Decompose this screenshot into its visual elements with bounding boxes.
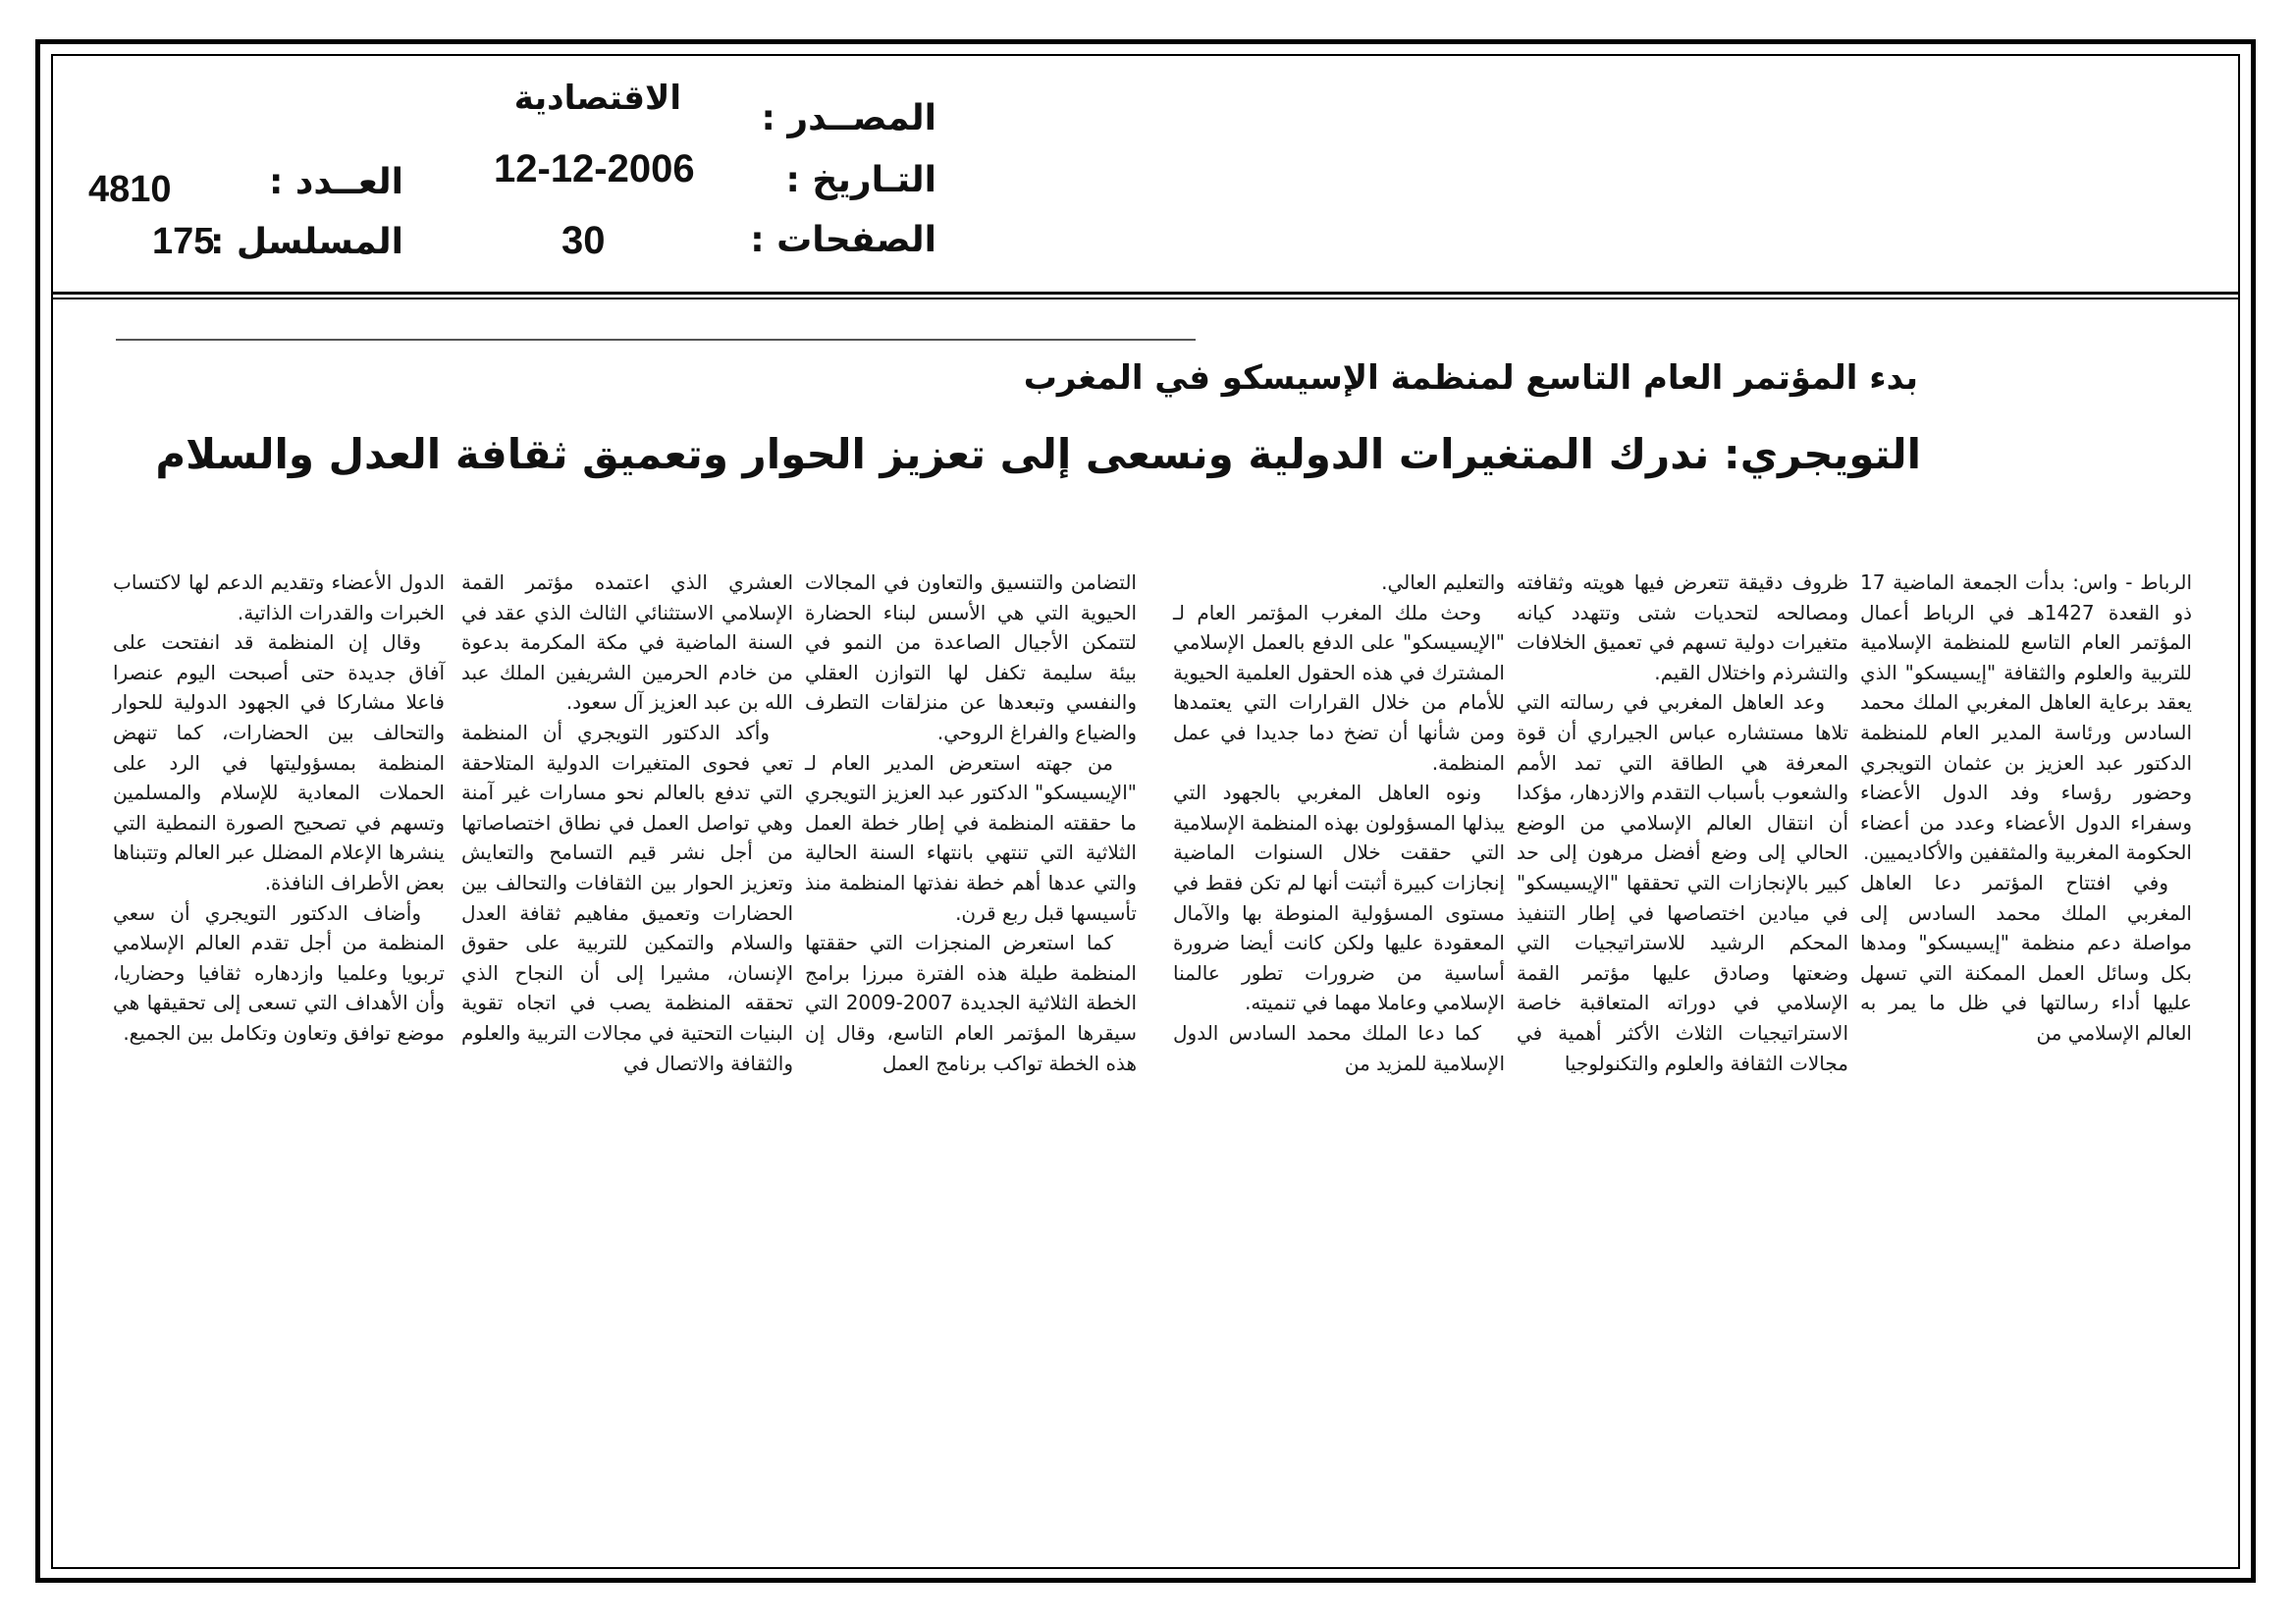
- column-paragraph: والتعليم العالي.: [1381, 570, 1505, 594]
- article-column-4: [805, 568, 1137, 1078]
- article-column-1: [1860, 568, 2192, 1049]
- serial-value: 175: [152, 221, 215, 262]
- serial-label: المسلسل :: [209, 222, 403, 262]
- article-kicker: بدء المؤتمر العام التاسع لمنظمة الإسيسكو في المغرب: [1023, 358, 1918, 398]
- article-headline: التويجري: ندرك المتغيرات الدولية ونسعى إلى تعزيز الحوار وتعميق ثقافة العدل والسلام: [155, 430, 1921, 478]
- article-column-2: [1517, 568, 1848, 1078]
- column-paragraph: وأضاف الدكتور التويجري أن سعي المنظمة من أجل تقدم العالم الإسلامي تربويا وعلميا وازدهاره ثقافيا وحضاريا، وأن الأهداف التي تسعى إلى تحقيقها هي موضع توافق وتعاون وتكامل بين الجميع.: [113, 900, 445, 1045]
- column-paragraph: كما استعرض المنجزات التي حققتها المنظمة طيلة هذه الفترة مبرزا برامج الخطة الثلاثية الجديدة 2007-2009 التي سيقرها المؤتمر العام التاسع، وقال إن هذه الخطة تواكب برنامج العمل: [805, 931, 1137, 1075]
- date-label: التـاريخ :: [785, 160, 936, 200]
- column-paragraph: من جهته استعرض المدير العام لـ "الإيسيسكو" الدكتور عبد العزيز التويجري ما حققته المنظمة في إطار خطة العمل الثلاثية التي تنتهي بانتهاء السنة الحالية والتي عدها أهم خطة نفذتها المنظمة منذ تأسيسها قبل ربع قرن.: [805, 750, 1137, 925]
- source-label: المصــدر :: [761, 98, 936, 138]
- column-paragraph: ونوه العاهل المغربي بالجهود التي يبذلها المسؤولون بهذه المنظمة الإسلامية التي حققت خلال السنوات الماضية إنجازات كبيرة أثبتت أنها لم تكن فقط في مستوى المسؤولية المنوطة بها والآمال المعقودة عليها ولكن كانت أيضا ضرورة أساسية من ضرورات تطور عالمنا الإسلامي وعاملا مهما في تنميته.: [1173, 781, 1505, 1015]
- issue-value: 4810: [88, 169, 172, 210]
- header-separator: [51, 292, 2240, 299]
- source-value: الاقتصادية: [513, 79, 681, 118]
- issue-label: العــدد :: [269, 162, 403, 202]
- column-paragraph: وحث ملك المغرب المؤتمر العام لـ "الإيسيسكو" على الدفع بالعمل الإسلامي المشترك في هذه الحقول العلمية الحيوية للأمام من خلال القرارات التي يعتمدها ومن شأنها أن تضخ دما جديدا في عمل المنظمة.: [1173, 600, 1505, 775]
- pages-label: الصفحات :: [750, 220, 936, 260]
- article-column-6: [113, 568, 445, 1049]
- column-paragraph: ظروف دقيقة تتعرض فيها هويته وثقافته ومصالحه لتحديات شتى وتتهدد كيانه متغيرات دولية تسهم في تعميق الخلافات والتشرذم واختلال القيم.: [1517, 570, 1848, 684]
- date-value: 12-12-2006: [494, 147, 695, 190]
- article-top-rule: [116, 339, 1196, 341]
- article-column-5: [461, 568, 793, 1078]
- column-paragraph: التضامن والتنسيق والتعاون في المجالات الحيوية التي هي الأسس لبناء الحضارة لتتمكن الأجيال الصاعدة من النمو في بيئة سليمة تكفل لها التوازن العقلي والنفسي وتبعدها عن منزلقات التطرف والضياع والفراغ الروحي.: [805, 570, 1137, 744]
- column-paragraph: وأكد الدكتور التويجري أن المنظمة تعي فحوى المتغيرات الدولية المتلاحقة التي تدفع بالعالم نحو مسارات غير آمنة وهي تواصل العمل في نطاق اختصاصاتها من أجل نشر قيم التسامح والتعايش وتعزيز الحوار بين الثقافات والتحالف بين الحضارات وتعميق مفاهيم ثقافة العدل والسلام والتمكين للتربية على حقوق الإنسان، مشيرا إلى أن النجاح الذي تحققه المنظمة يصب في اتجاه تقوية البنيات التحتية في مجالات التربية والعلوم والثقافة والاتصال في: [461, 720, 793, 1075]
- column-paragraph: وفي افتتاح المؤتمر دعا العاهل المغربي الملك محمد السادس إلى مواصلة دعم منظمة "إيسيسكو" ومدها بكل وسائل العمل الممكنة التي تسهل عليها أداء رسالتها في ظل ما يمر به العالم الإسلامي من: [1860, 870, 2192, 1045]
- column-paragraph: الرباط - واس: بدأت الجمعة الماضية 17 ذو القعدة 1427هـ في الرباط أعمال المؤتمر العام التاسع للمنظمة الإسلامية للتربية والعلوم والثقافة "إيسيسكو" الذي يعقد برعاية العاهل المغربي الملك محمد السادس ورئاسة المدير العام للمنظمة الدكتور عبد العزيز بن عثمان التويجري وحضور رؤساء وفد الدول الأعضاء وسفراء الدول الأعضاء وعدد من أعضاء الحكومة المغربية والمثقفين والأكاديميين.: [1860, 570, 2193, 865]
- column-paragraph: وعد العاهل المغربي في رسالته التي تلاها مستشاره عباس الجيراري أن قوة المعرفة هي الطاقة التي تمد الأمم والشعوب بأسباب التقدم والازدهار، مؤكدا أن انتقال العالم الإسلامي من الوضع الحالي إلى وضع أفضل مرهون إلى حد كبير بالإنجازات التي تحققها "الإيسيسكو" في ميادين اختصاصها في إطار التنفيذ المحكم الرشيد للاستراتيجيات التي وضعتها وصادق عليها مؤتمر القمة الإسلامي في دوراته المتعاقبة خاصة الاستراتيجيات الثلاث الأكثر أهمية في مجالات الثقافة والعلوم والتكنولوجيا: [1516, 690, 1848, 1075]
- column-paragraph: الدول الأعضاء وتقديم الدعم لها لاكتساب الخبرات والقدرات الذاتية.: [113, 570, 445, 624]
- column-paragraph: العشري الذي اعتمده مؤتمر القمة الإسلامي الاستثنائي الثالث الذي عقد في السنة الماضية في مكة المكرمة بدعوة من خادم الحرمين الشريفين الملك عبد الله بن عبد العزيز آل سعود.: [461, 570, 793, 715]
- column-paragraph: وقال إن المنظمة قد انفتحت على آفاق جديدة حتى أصبحت اليوم عنصرا فاعلا مشاركا في الجهود الدولية للحوار والتحالف بين الحضارات، كما تنهض المنظمة بمسؤوليتها في الرد على الحملات المعادية للإسلام والمسلمين وتسهم في تصحيح الصورة النمطية التي ينشرها الإعلام المضلل عبر العالم وتتبناها بعض الأطراف النافذة.: [113, 630, 445, 894]
- column-paragraph: كما دعا الملك محمد السادس الدول الإسلامية للمزيد من: [1173, 1020, 1505, 1075]
- pages-value: 30: [561, 219, 606, 262]
- article-column-3: [1173, 568, 1505, 1078]
